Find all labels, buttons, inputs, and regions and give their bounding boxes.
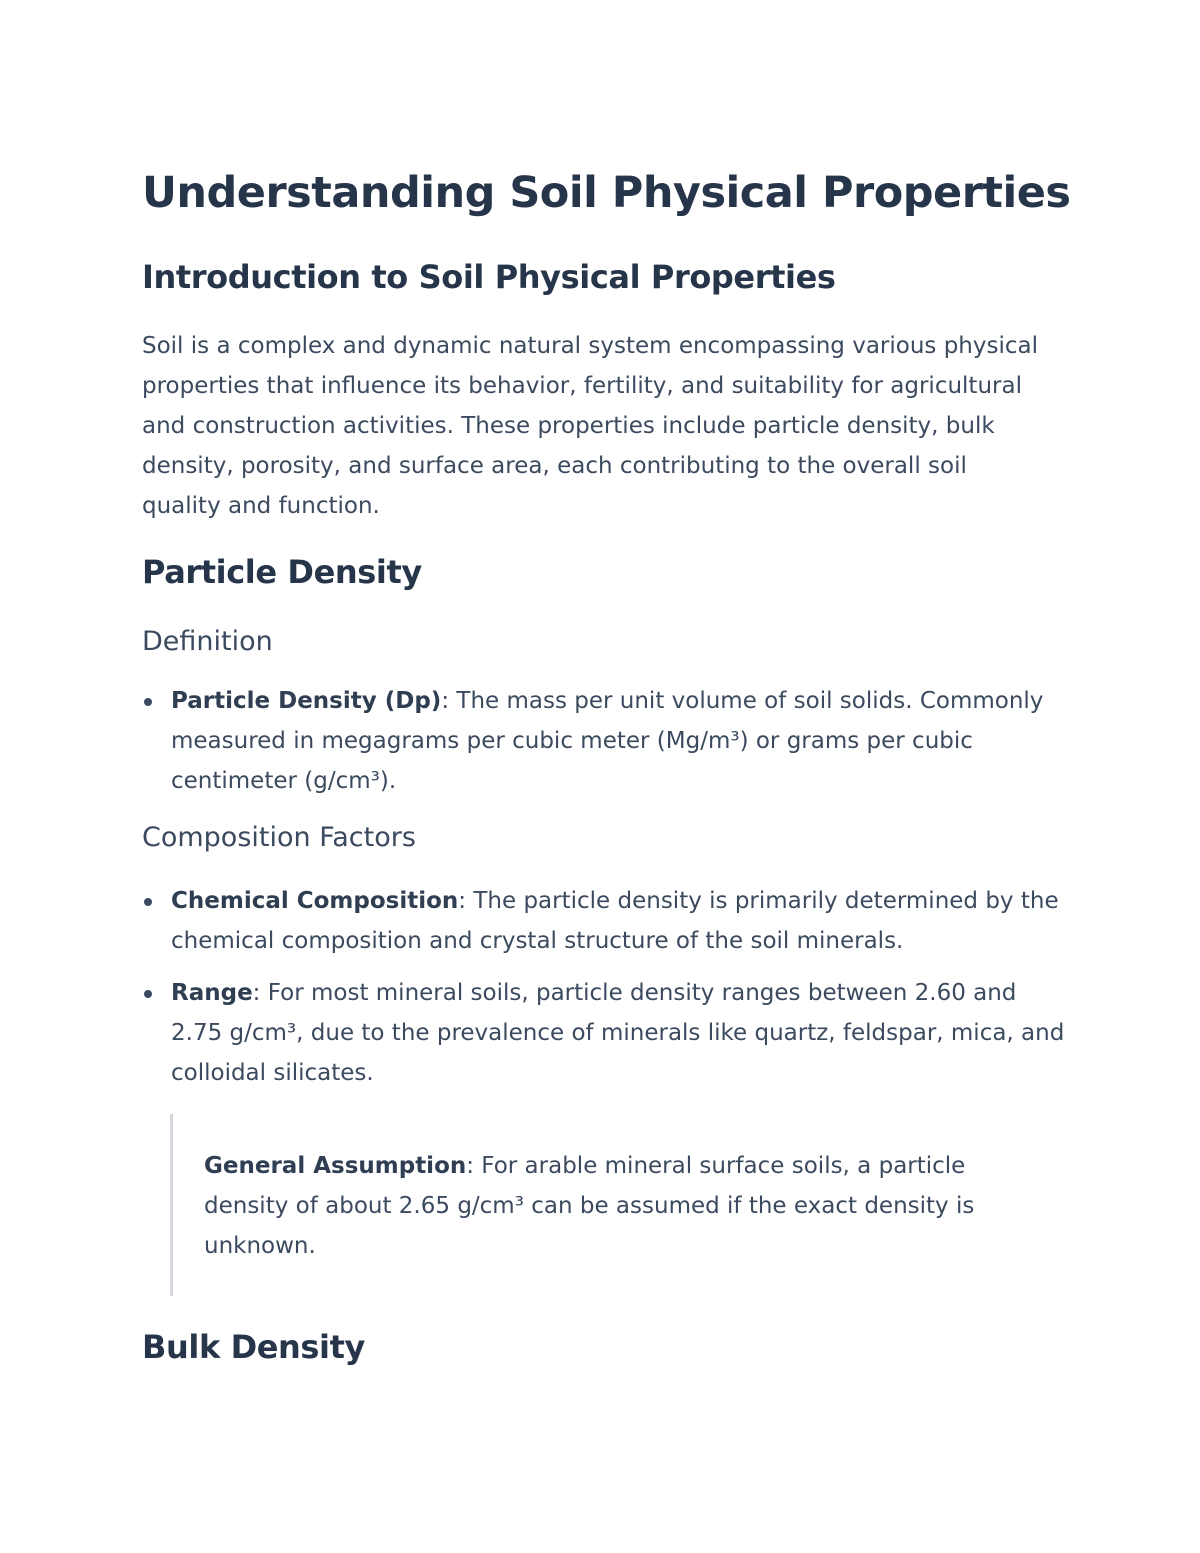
intro-paragraph: Soil is a complex and dynamic natural system encompassing various physical properties that influence its behavior, fertility, and suitability for agricultural and construction activities. These properties include particle density, bulk density, porosity, and surface area, each contributing to the overall soil quality and function. <box>142 333 1039 519</box>
blockquote-body: : For arable mineral surface soils, a particle density of about 2.65 g/cm³ can be assumed if the exact density is unknown. <box>204 1153 975 1259</box>
blockquote-text <box>204 1146 1034 1266</box>
list-item-text: : The particle density is primarily determined by the chemical composition and crystal structure of the soil minerals. <box>171 888 1059 954</box>
list-item-term: Chemical Composition <box>171 888 459 914</box>
particle-density-heading: Particle Density <box>142 553 422 591</box>
bulk-density-heading: Bulk Density <box>142 1328 365 1366</box>
blockquote-term: General Assumption <box>204 1153 467 1179</box>
list-item-text: : The mass per unit volume of soil solids. Commonly measured in megagrams per cubic meter (Mg/m³) or grams per cubic centimeter (g/cm³). <box>171 688 1044 794</box>
list-item-term: Particle Density (Dp) <box>171 688 442 714</box>
list-item-term: Range <box>171 980 253 1006</box>
list-item <box>142 973 1067 1093</box>
blockquote <box>170 1114 1023 1296</box>
definition-list <box>142 681 1067 801</box>
composition-factors-heading: Composition Factors <box>142 822 416 853</box>
composition-list <box>142 881 1067 1093</box>
list-item <box>142 881 1067 961</box>
definition-heading: Definition <box>142 626 273 657</box>
intro-heading: Introduction to Soil Physical Properties <box>142 258 836 296</box>
list-item-text: : For most mineral soils, particle density ranges between 2.60 and 2.75 g/cm³, due to the prevalence of minerals like quartz, feldspar, mica, and colloidal silicates. <box>171 980 1065 1086</box>
list-item <box>142 681 1067 801</box>
page-title: Understanding Soil Physical Properties <box>142 168 1071 218</box>
